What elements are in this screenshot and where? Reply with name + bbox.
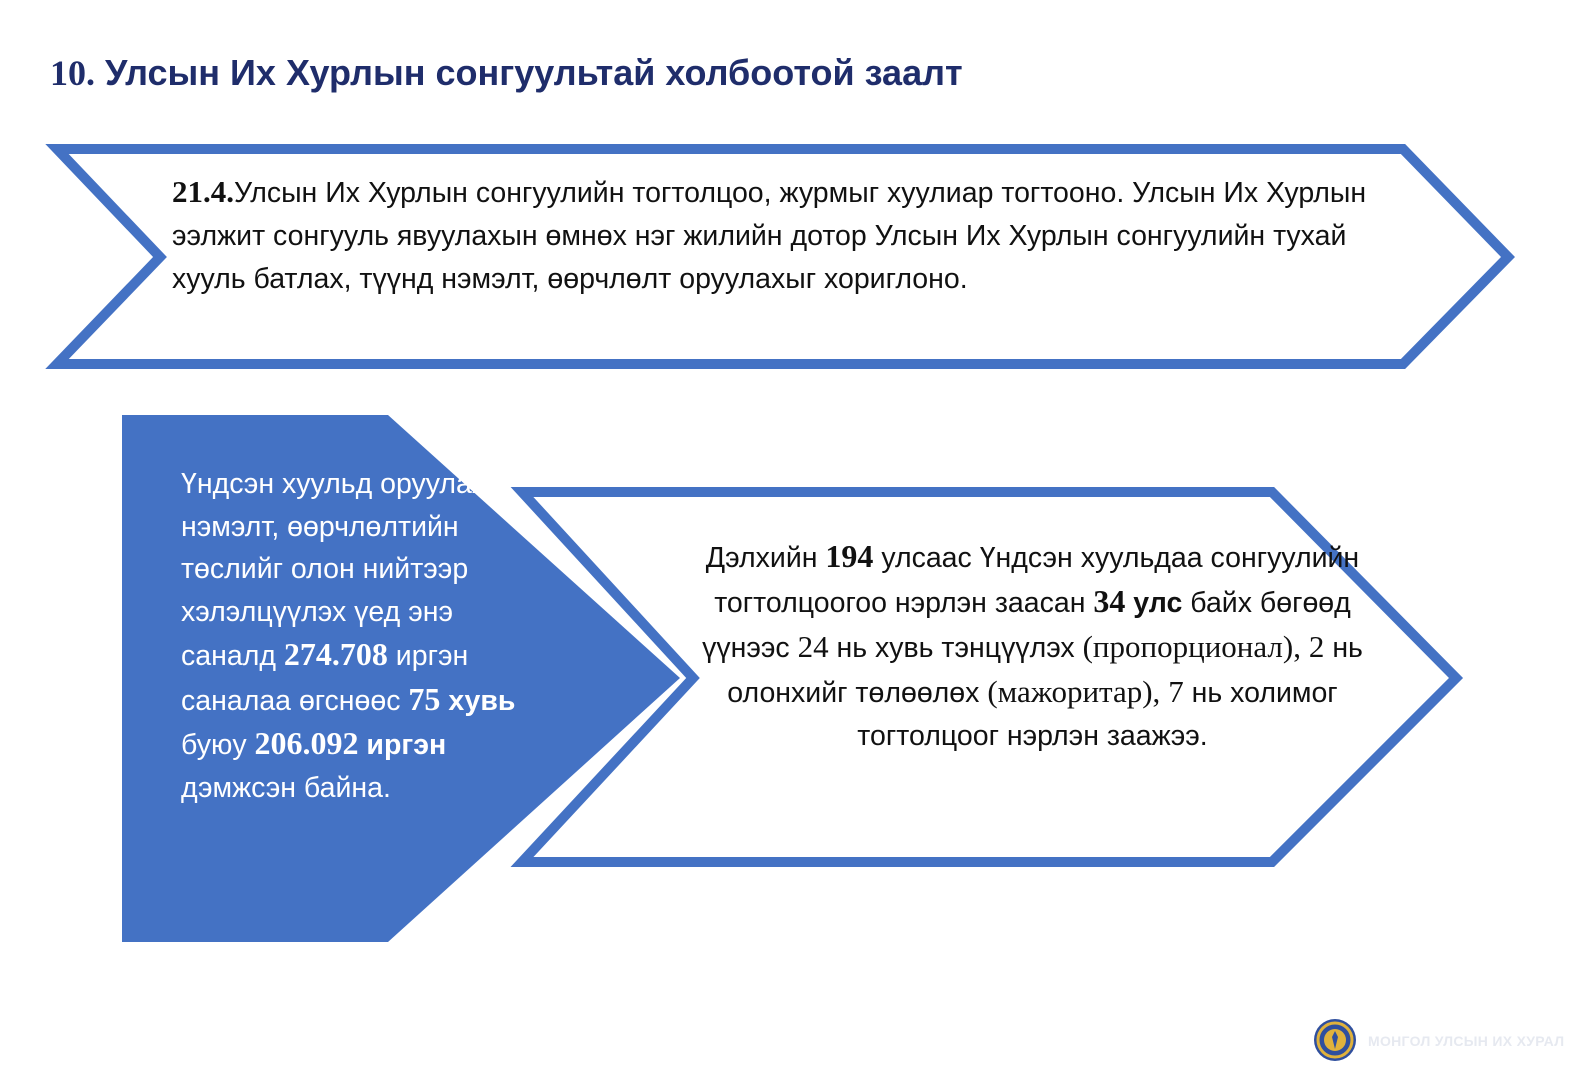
world-part4: нь хувь тэнцүүлэх [836, 632, 1075, 664]
world-count-2: 2 [1308, 629, 1325, 664]
world-part3: байх бөгөөд үүнээс [702, 587, 1351, 664]
world-uls-word: улс [1133, 587, 1183, 619]
state-emblem-icon [1313, 1018, 1357, 1062]
article-21-4-text [172, 170, 1387, 301]
world-part2: улсаас Үндсэн хуульдаа сонгуулийн тогтолцоогоо нэрлэн заасан [714, 542, 1360, 619]
world-majoritarian: (мажоритар), [987, 674, 1161, 709]
world-part6: нь холимог тогтолцоог нэрлэн заажээ. [857, 677, 1338, 752]
article-number: 21.4. [172, 174, 234, 209]
slide-title-text: Улсын Их Хурлын сонгуультай холбоотой заалт [105, 52, 963, 93]
public-input-percent-word: хувь [448, 684, 516, 717]
world-countries-count: 194 [825, 538, 874, 574]
public-input-part4: дэмжсэн байна. [181, 771, 391, 804]
article-body: Улсын Их Хурлын сонгуулийн тогтолцоо, журмыг хуулиар тогтооно. Улсын Их Хурлын ээлжит сонгууль явуулахын өмнөх нэг жилийн дотор Улсын Их Хурлын сонгуулийн тухай хууль батлах, түүнд нэмэлт, өөрчлөлт оруулахыг хориглоно. [172, 177, 1367, 295]
world-constitutions-text [700, 535, 1365, 758]
footer-watermark: МОНГОЛ УЛСЫН ИХ ХУРАЛ [1368, 1033, 1565, 1049]
public-input-part1: Үндсэн хуульд оруулах нэмэлт, өөрчлөлтийн төслийг олон нийтээр хэлэлцүүлэх үед энэ саналд [181, 468, 487, 672]
public-input-percent: 75 [408, 680, 441, 717]
public-input-text [181, 463, 521, 809]
world-part5: нь олонхийг төлөөлөх [727, 632, 1363, 709]
public-input-part2: иргэн саналаа өгснөөс [181, 640, 469, 717]
world-proportional: (пропорционал), [1082, 629, 1301, 664]
slide-title-number: 10. [50, 53, 95, 93]
world-count-24: 24 [797, 629, 829, 664]
world-count-34: 34 [1093, 583, 1126, 619]
public-input-supporters: 206.092 [254, 725, 359, 761]
public-input-part3: буюу [181, 729, 247, 761]
world-count-7: 7 [1168, 674, 1184, 709]
world-part1: Дэлхийн [705, 542, 818, 574]
public-input-supporters-word: иргэн [366, 729, 447, 761]
public-input-count: 274.708 [283, 636, 388, 672]
